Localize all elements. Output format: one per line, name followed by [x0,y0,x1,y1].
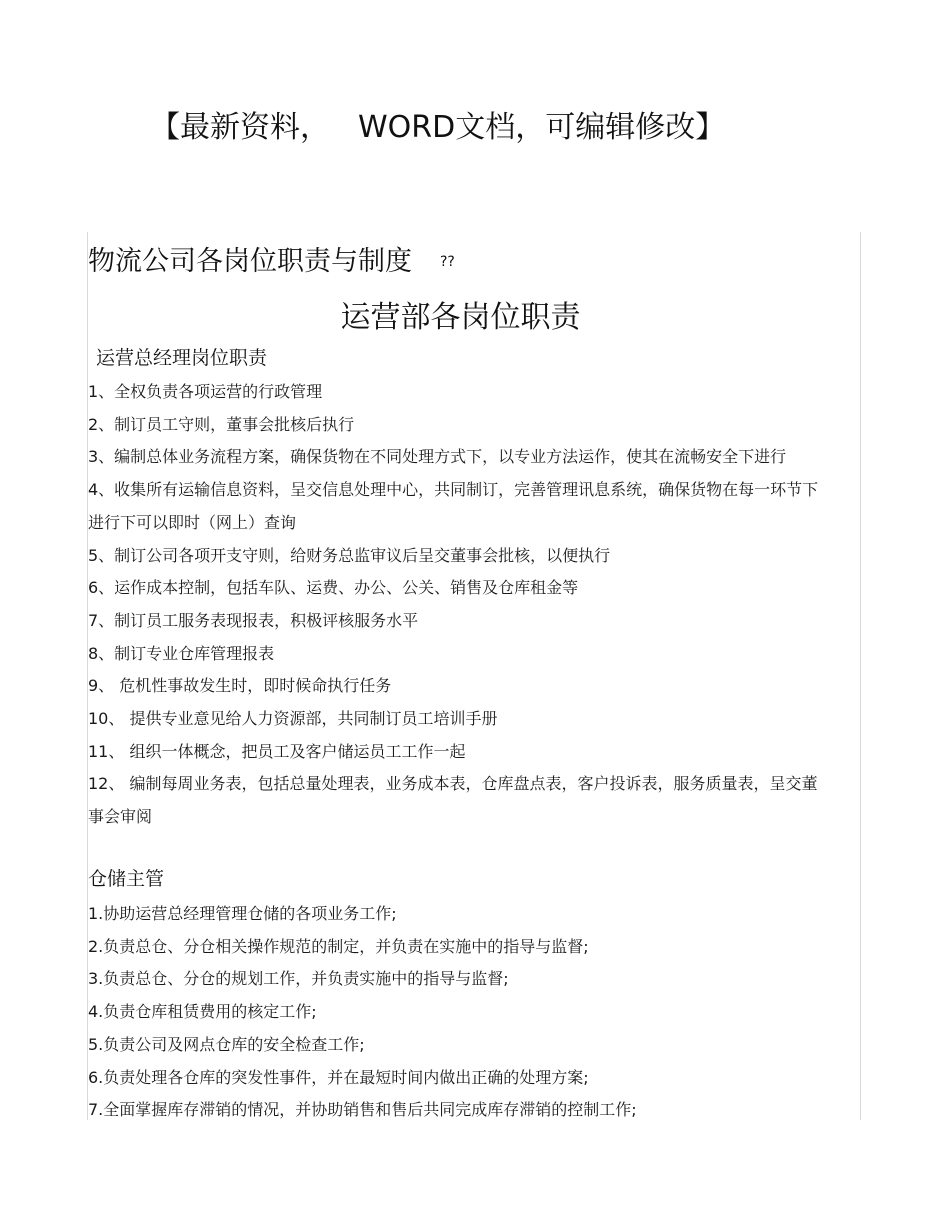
duty-item: 8、制订专业仓库管理报表 [88,643,275,663]
duty-item: 3、编制总体业务流程方案，确保货物在不同处理方式下，以专业方法运作，使其在流畅安全下进行 [88,447,787,467]
duty-item: 5.负责公司及网点仓库的安全检查工作; [88,1034,365,1054]
document-banner [150,108,725,148]
duty-item: 7.全面掌握库存滞销的情况，并协助销售和售后共同完成库存滞销的控制工作; [88,1100,637,1120]
duty-item: 4.负责仓库租赁费用的核定工作; [88,1002,317,1022]
section-title: 运营部各岗位职责 [340,300,581,335]
duty-item: 4、收集所有运输信息资料，呈交信息处理中心，共同制订，完善管理讯息系统，确保货物在每一环节下进行下可以即时（网上）查询 [88,480,819,532]
duty-item: 3.负责总仓、分仓的规划工作，并负责实施中的指导与监督; [88,969,509,989]
banner-text-part2: WORD文档，可编辑修改】 [358,110,726,145]
page-border-right [860,232,861,1120]
document-title-text: 物流公司各岗位职责与制度 [88,246,412,277]
duty-item: 11、 组织一体概念，把员工及客户储运员工工作一起 [88,741,466,761]
role-heading-warehouse-supervisor: 仓储主管 [88,868,165,890]
duty-item: 1.协助运营总经理管理仓储的各项业务工作; [88,904,397,923]
document-title [88,243,455,281]
duty-item: 7、制订员工服务表现报表，积极评核服务水平 [88,610,419,630]
duty-item: 6.负责处理各仓库的突发性事件，并在最短时间内做出正确的处理方案; [88,1067,589,1087]
duty-item: 2、制订员工守则，董事会批核后执行 [88,414,355,434]
duty-item: 2.负责总仓、分仓相关操作规范的制定，并负责在实施中的指导与监督; [88,936,589,956]
duty-list-warehouse-supervisor [88,898,823,1127]
duty-item: 6、运作成本控制，包括车队、运费、办公、公关、销售及仓库租金等 [88,578,579,598]
duty-item: 10、 提供专业意见给人力资源部，共同制订员工培训手册 [88,709,498,729]
duty-item: 5、制订公司各项开支守则，给财务总监审议后呈交董事会批核，以便执行 [88,545,611,565]
duty-item: 1、全权负责各项运营的行政管理 [88,382,323,401]
document-title-mark: ?? [440,254,455,270]
duty-list-operations-gm [88,376,823,834]
role-heading-operations-gm: 运营总经理岗位职责 [96,347,268,369]
duty-item: 9、 危机性事故发生时，即时候命执行任务 [88,676,392,696]
duty-item: 12、 编制每周业务表，包括总量处理表，业务成本表，仓库盘点表，客户投诉表，服务质量表，呈交董事会审阅 [88,774,818,827]
banner-text-part1: 【最新资料， [150,110,330,145]
